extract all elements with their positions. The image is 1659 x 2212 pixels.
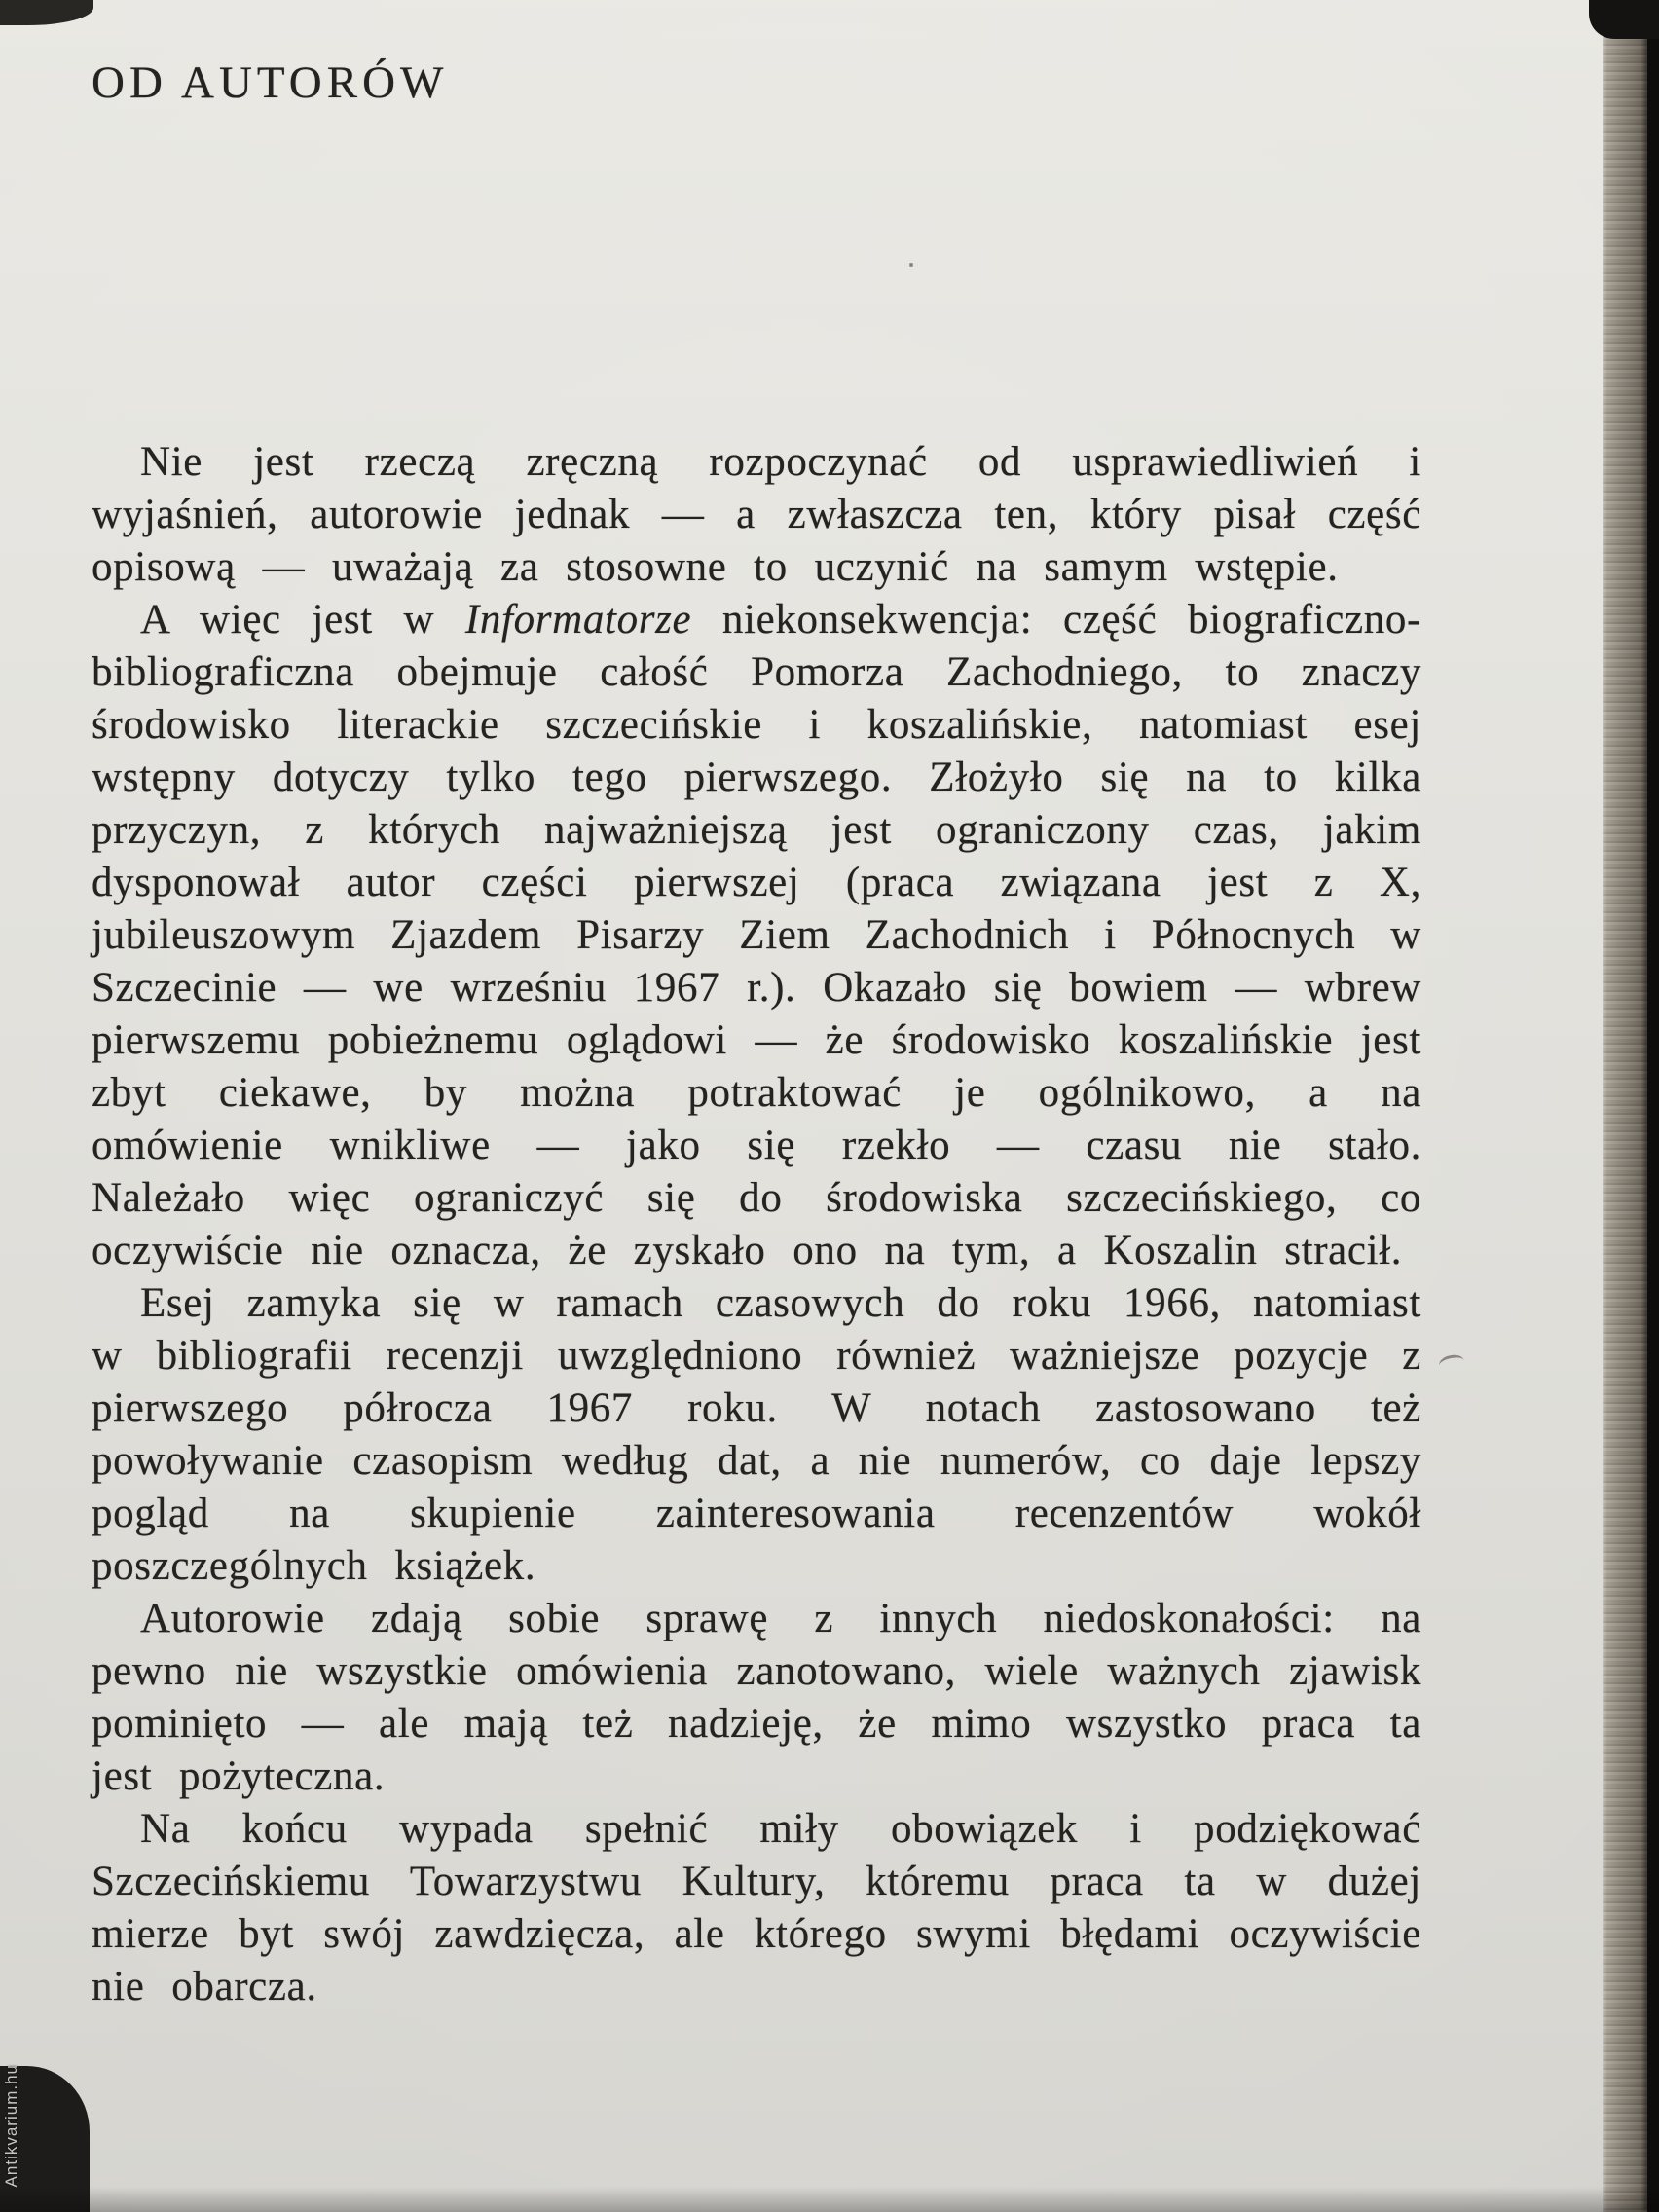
- book-page-edges: [1603, 0, 1647, 2212]
- pencil-mark: [1438, 1352, 1466, 1373]
- paragraph-text: Esej zamyka się w ramach czasowych do roku 1966, natomiast w bibliografii recenzji uwzględniono również ważniejsze pozycje z pierwszego półrocza 1967 roku. W notach zastosowano też powoływanie czasopism według dat, a nie numerów, co daje lepszy pogląd na skupienie zainteresowania recenzentów wokół poszczególnych książek.: [92, 1280, 1421, 1589]
- paragraph: [92, 436, 1421, 594]
- italic-book-title: Informatorze: [464, 597, 692, 643]
- text-block: [92, 436, 1421, 2013]
- paragraph-text: Nie jest rzeczą zręczną rozpoczynać od usprawiedliwień i wyjaśnień, autorowie jednak — a zwłaszcza ten, który pisał część opisową — uważają za stosowne to uczynić na samym wstępie.: [92, 439, 1421, 590]
- scan-corner-top-right: [1589, 0, 1659, 39]
- scan-speck: [909, 263, 913, 267]
- paragraph-text: Na końcu wypada spełnić miły obowiązek i podziękować Szczecińskiemu Towarzystwu Kultury, któremu praca ta w dużej mierze byt swój zawdzięcza, ale którego swymi błędami oczywiście nie obarcza.: [92, 1806, 1421, 2009]
- paragraph: [92, 594, 1421, 1277]
- scan-bottom-shadow: [0, 2187, 1659, 2212]
- paragraph: [92, 1803, 1421, 2013]
- watermark: Antikvarium.hu: [2, 2063, 20, 2187]
- scan-corner-top-left: [0, 0, 93, 25]
- scan-border-right: [1647, 0, 1659, 2212]
- paragraph-text: A więc jest w: [140, 597, 465, 643]
- paragraph: [92, 1593, 1421, 1803]
- paragraph-text: Autorowie zdają sobie sprawę z innych niedoskonałości: na pewno nie wszystkie omówienia zanotowano, wiele ważnych zjawisk pominięto — ale mają też nadzieję, że mimo wszystko praca ta jest pożyteczna.: [92, 1596, 1421, 1799]
- page-title: OD AUTORÓW: [92, 57, 449, 108]
- paragraph-text: niekonsekwencja: część biograficzno-bibliograficzna obejmuje całość Pomorza Zachodniego, to znaczy środowisko literackie szczecińskie i koszalińskie, natomiast esej wstępny dotyczy tylko tego pierwszego. Złożyło się na to kilka przyczyn, z których najważniejszą jest ograniczony czas, jakim dysponował autor części pierwszej (praca związana jest z X, jubileuszowym Zjazdem Pisarzy Ziem Zachodnich i Północnych w Szczecinie — we wrześniu 1967 r.). Okazało się bowiem — wbrew pierwszemu pobieżnemu oglądowi — że środowisko koszalińskie jest zbyt ciekawe, by można potraktować je ogólnikowo, a na omówienie wnikliwe — jako się rzekło — czasu nie stało. Należało więc ograniczyć się do środowiska szczecińskiego, co oczywiście nie oznacza, że zyskało ono na tym, a Koszalin stracił.: [92, 597, 1421, 1273]
- paragraph: [92, 1277, 1421, 1593]
